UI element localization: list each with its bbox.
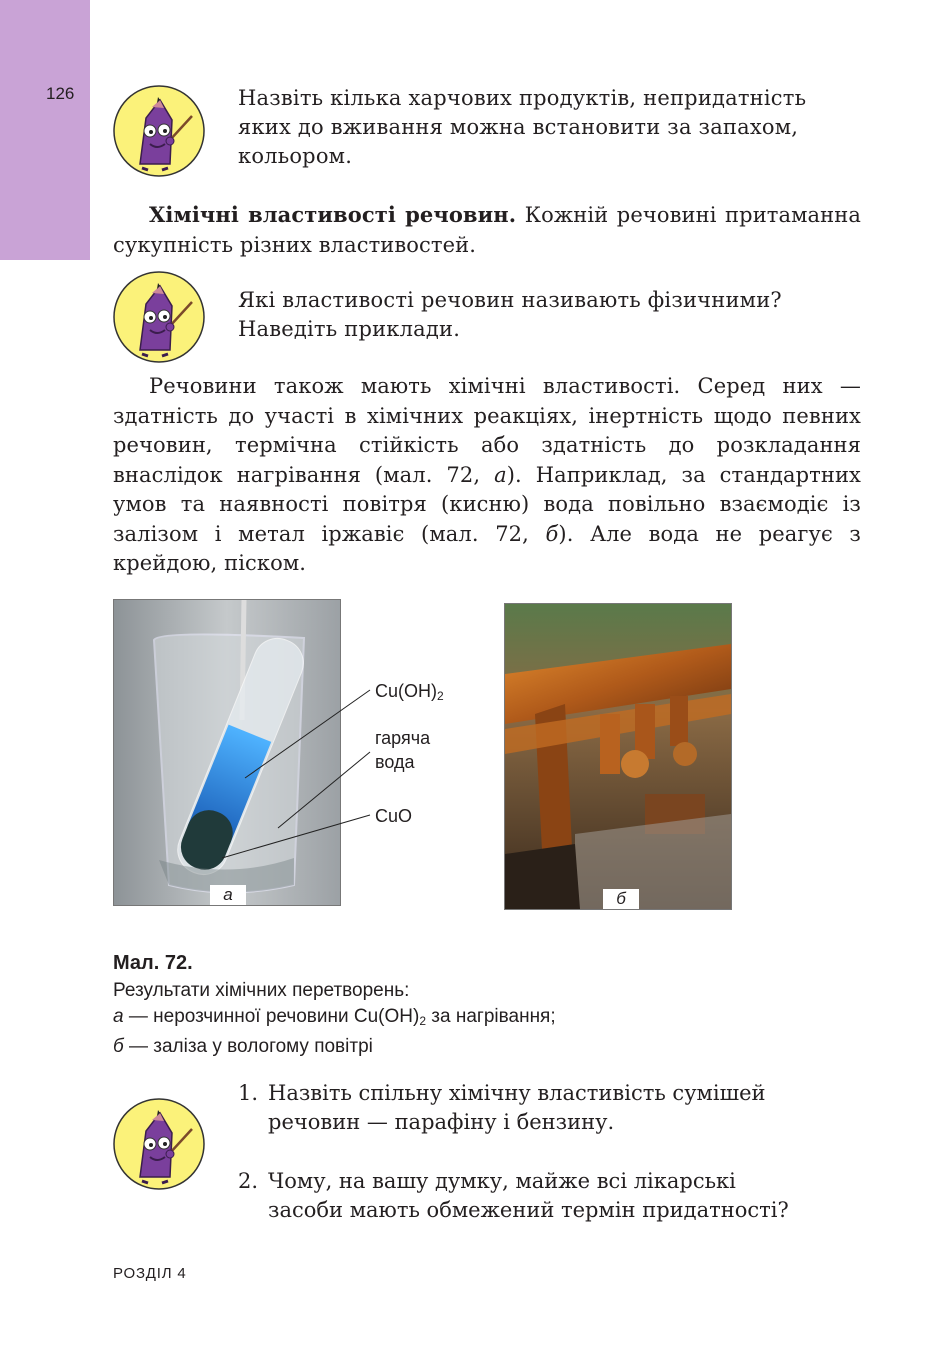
question-food-products: Назвіть кілька харчових продуктів, непридатність яких до вживання можна встановити за запахом, кольором. <box>238 86 807 168</box>
figure-caption: Мал. 72. Результати хімічних перетворень: а — нерозчинної речовини $Cu(OH)_2$ за нагрівання; б — заліза у вологому повітрі <box>113 950 556 1060</box>
label-cuoh2: $Cu(OH)_2$ <box>375 681 444 703</box>
figure-title: Мал. 72. <box>113 952 193 974</box>
page-number: 126 <box>46 84 75 103</box>
caption-line-a: а — нерозчинної речовини $Cu(OH)_2$ за нагрівання; <box>113 1006 556 1028</box>
photo-b-rusty-rail <box>504 603 732 910</box>
paragraph-chemical-properties: Речовини також мають хімічні властивості. Серед них — здатність до участі в хімічних реакціях, інертність щодо певних речовин, термічна стійкість або здатність до розкладання внаслідок нагрівання (мал. 72, а). Наприклад, за стандартних умов та наявності повітря (кисню) вода повільно взаємодіє із залізом і метал іржавіє (мал. 72, б). Але вода не реагує з крейдою, піском. <box>113 374 861 575</box>
paragraph-chemical-properties-intro: Хімічні властивості речовин. Кожній речовині притаманна сукупність різних властивостей. <box>113 202 861 257</box>
pencil-teacher-mascot-icon <box>112 1097 206 1191</box>
section-footer: РОЗДІЛ 4 <box>113 1265 187 1282</box>
photo-b-label: б <box>603 889 639 909</box>
photo-a-label: а <box>210 885 246 905</box>
questions-list <box>238 1079 848 1225</box>
caption-line-b: б — заліза у вологому повітрі <box>113 1036 373 1057</box>
label-cuo: CuO <box>375 806 413 826</box>
question-physical-properties: Які властивості речовин називають фізичними? Наведіть приклади. <box>238 288 782 341</box>
question-item: 1. Назвіть спільну хімічну властивість сумішей речовин — парафіну і бензину. <box>238 1081 766 1134</box>
label-hot-water: гаряча вода <box>375 728 431 772</box>
question-item: 2. Чому, на вашу думку, майже всі лікарські засоби мають обмежений термін придатності? <box>238 1169 789 1222</box>
